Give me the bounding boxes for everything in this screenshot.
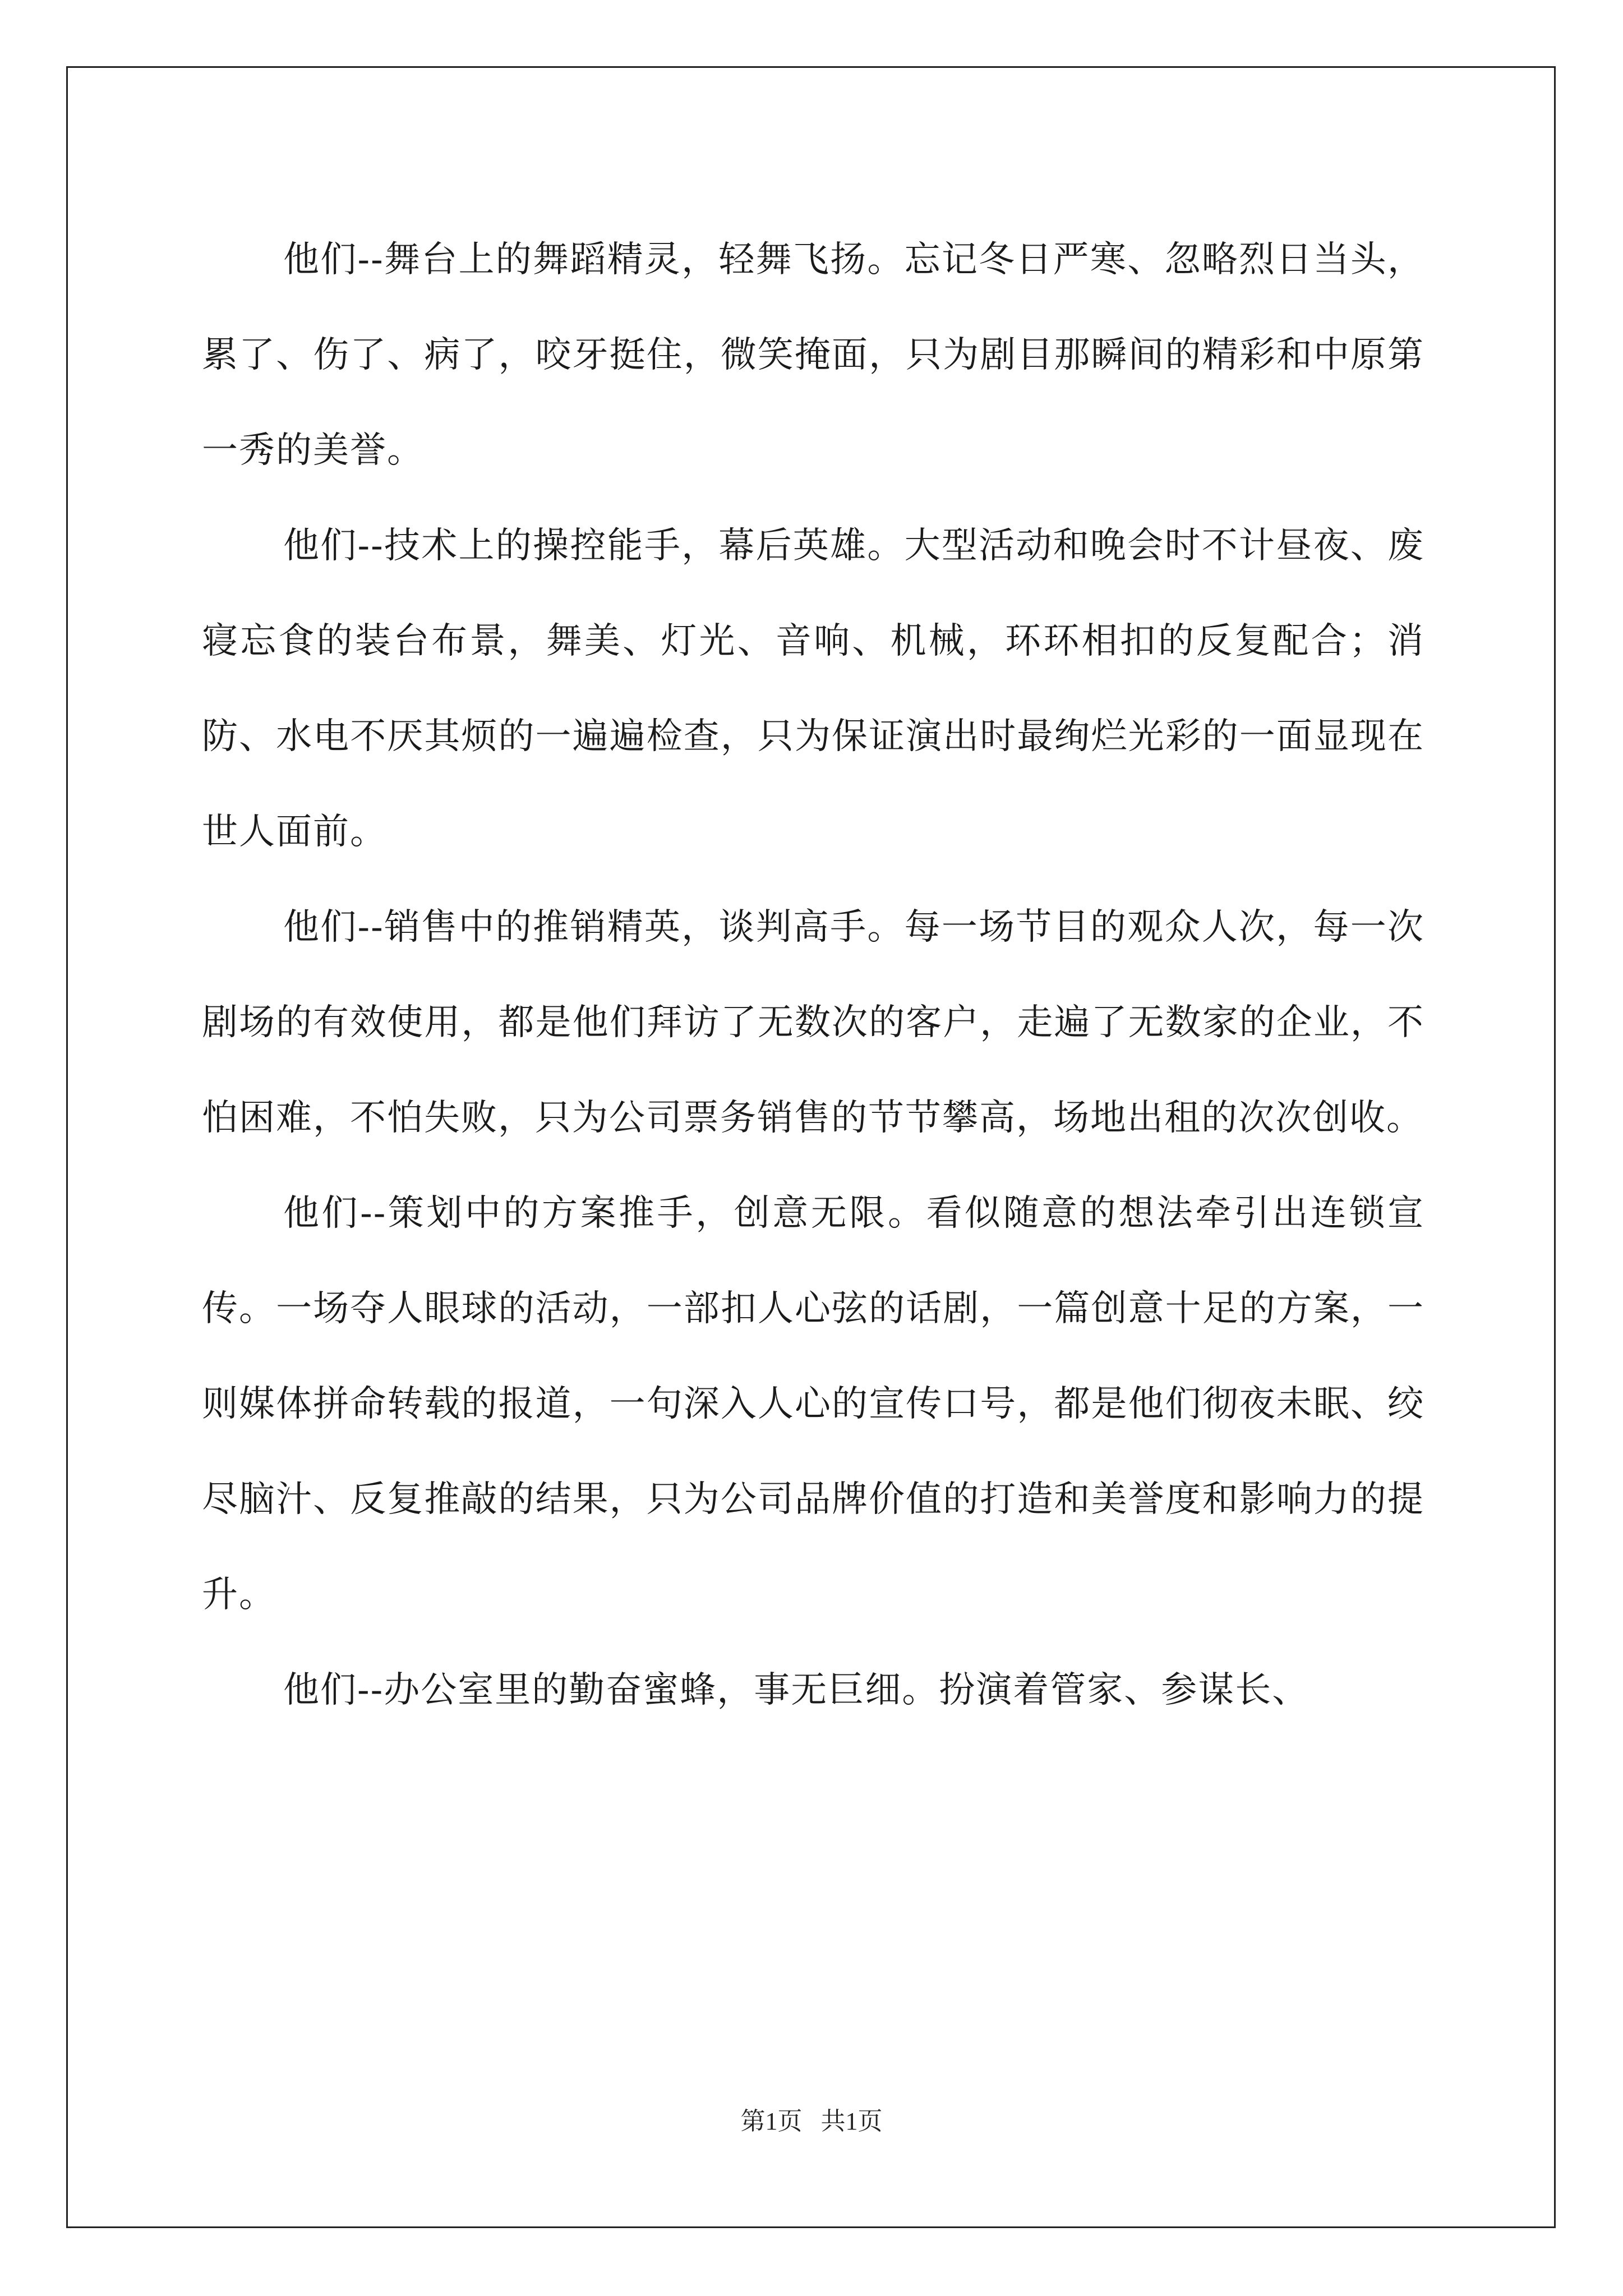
page-number: 第1页	[740, 2108, 803, 2135]
paragraph: 他们--销售中的推销精英，谈判高手。每一场节目的观众人次，每一次剧场的有效使用，都是他们拜访了无数次的客户，走遍了无数家的企业，不怕困难，不怕失败，只为公司票务销售的节节攀高，场地出租的次次创收。	[202, 907, 1424, 1139]
paragraph: 他们--技术上的操控能手，幕后英雄。大型活动和晚会时不计昼夜、废寝忘食的装台布景，舞美、灯光、音响、机械，环环相扣的反复配合；消防、水电不厌其烦的一遍遍检查，只为保证演出时最绚烂光彩的一面显现在世人面前。	[202, 525, 1424, 853]
paragraph: 他们--舞台上的舞蹈精灵，轻舞飞扬。忘记冬日严寒、忽略烈日当头，累了、伤了、病了，咬牙挺住，微笑掩面，只为剧目那瞬间的精彩和中原第一秀的美誉。	[202, 239, 1424, 471]
paragraph: 他们--办公室里的勤奋蜜蜂，事无巨细。扮演着管家、参谋长、	[283, 1669, 1310, 1711]
page-footer	[0, 2101, 1623, 2137]
page-total: 共1页	[820, 2108, 883, 2135]
document-body	[202, 212, 1424, 1738]
paragraph: 他们--策划中的方案推手，创意无限。看似随意的想法牵引出连锁宣传。一场夺人眼球的活动，一部扣人心弦的话剧，一篇创意十足的方案，一则媒体拼命转载的报道，一句深入人心的宣传口号，都是他们彻夜未眠、绞尽脑汁、反复推敲的结果，只为公司品牌价值的打造和美誉度和影响力的提升。	[202, 1193, 1424, 1616]
